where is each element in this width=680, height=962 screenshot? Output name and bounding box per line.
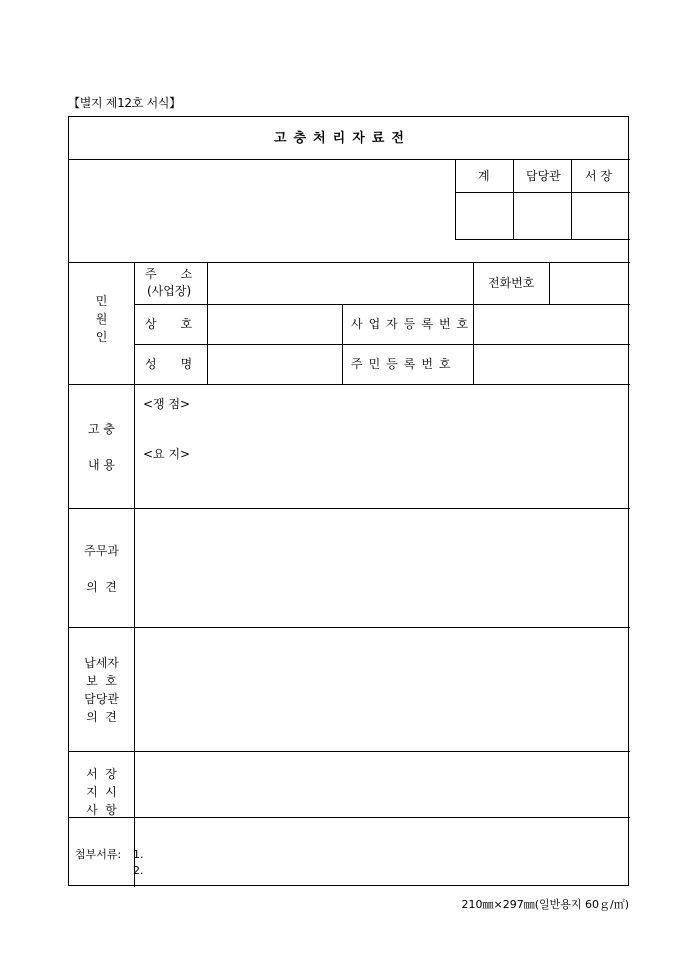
dept-opinion-field[interactable] (135, 509, 630, 627)
issue-label: <쟁 점> (143, 397, 191, 411)
attachment-item-1: 1. (133, 848, 144, 861)
attachments-label: 첨부서류: (75, 848, 122, 861)
form-frame (68, 116, 629, 886)
paper-size-note: 210㎜×297㎜(일반용지 60ｇ/㎡) (461, 898, 629, 911)
chief-instruction-label: 서 장 지 시 사 항 (86, 767, 117, 817)
phone-label: 전화번호 (488, 276, 535, 290)
address-field[interactable] (208, 263, 473, 304)
taxpayer-officer-opinion-label: 납세자 보 호 담당관 의 견 (84, 656, 119, 724)
resident-reg-field[interactable] (474, 345, 630, 384)
form-number-label: 【별지 제12호 서식】 (68, 96, 181, 110)
divider (69, 817, 630, 818)
divider (69, 159, 630, 160)
applicant-section-label: 민 원 인 (95, 294, 108, 344)
taxpayer-officer-opinion-field[interactable] (135, 628, 630, 751)
chief-instruction-field[interactable] (135, 752, 630, 817)
dept-opinion-label: 주무과 의 견 (84, 544, 119, 594)
biz-reg-label: 사업자등록번호 (351, 317, 475, 331)
summary-label: <요 지> (143, 447, 191, 461)
name-label: 성 명 (145, 357, 193, 371)
resident-reg-label: 주민등록번호 (351, 357, 457, 371)
approval-sign-staff[interactable] (456, 193, 513, 239)
phone-field[interactable] (550, 263, 630, 304)
divider (69, 384, 630, 385)
address-label: 주 소 (145, 267, 193, 281)
trade-name-label: 상 호 (145, 317, 193, 331)
form-title: 고충처리자료전 (274, 131, 411, 146)
approval-sign-officer[interactable] (514, 193, 571, 239)
approval-col-staff: 계 (478, 169, 490, 183)
approval-sign-chief[interactable] (572, 193, 630, 239)
approval-col-officer: 담당관 (526, 169, 561, 183)
trade-name-field[interactable] (208, 305, 342, 344)
divider (455, 239, 630, 240)
biz-reg-field[interactable] (474, 305, 630, 344)
grievance-field[interactable] (135, 413, 630, 508)
address-sub-label: (사업장) (147, 284, 192, 298)
grievance-section-label: 고 충 내 용 (88, 422, 115, 472)
name-field[interactable] (208, 345, 342, 384)
approval-col-chief: 서 장 (585, 169, 612, 183)
attachment-item-2: 2. (133, 864, 144, 877)
